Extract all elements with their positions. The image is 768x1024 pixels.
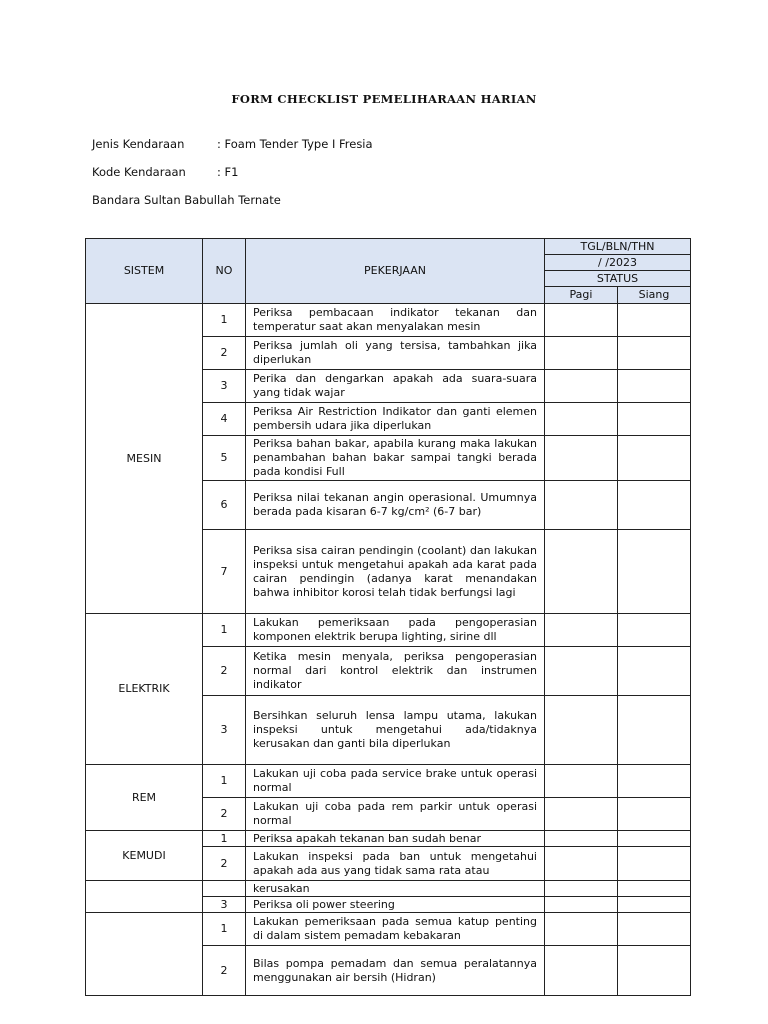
check-siang[interactable] [618, 647, 691, 696]
check-pagi[interactable] [545, 897, 618, 913]
row-number: 1 [203, 831, 246, 847]
system-mesin: MESIN [86, 304, 203, 614]
check-siang[interactable] [618, 370, 691, 403]
check-pagi[interactable] [545, 798, 618, 831]
row-number: 1 [203, 304, 246, 337]
table-row [86, 614, 691, 647]
row-number: 7 [203, 530, 246, 614]
row-task: kerusakan [246, 881, 545, 897]
row-task: Periksa pembacaan indikator tekanan dan temperatur saat akan menyalakan mesin [246, 304, 545, 337]
system-rem: REM [86, 765, 203, 831]
row-task: Lakukan inspeksi pada ban untuk mengetahui apakah ada aus yang tidak sama rata atau [246, 847, 545, 881]
check-siang[interactable] [618, 304, 691, 337]
header-date-label: TGL/BLN/THN [545, 239, 691, 255]
check-pagi[interactable] [545, 481, 618, 530]
check-pagi[interactable] [545, 946, 618, 996]
row-task: Bersihkan seluruh lensa lampu utama, lakukan inspeksi untuk mengetahui ada/tidaknya kerusakan dan ganti bila diperlukan [246, 696, 545, 765]
check-siang[interactable] [618, 403, 691, 436]
check-pagi[interactable] [545, 847, 618, 881]
table-row [86, 831, 691, 847]
row-task: Lakukan pemeriksaan pada semua katup penting di dalam sistem pemadam kebakaran [246, 913, 545, 946]
check-siang[interactable] [618, 614, 691, 647]
header-date-value: / /2023 [545, 255, 691, 271]
row-number: 2 [203, 946, 246, 996]
check-siang[interactable] [618, 337, 691, 370]
row-task: Periksa apakah tekanan ban sudah benar [246, 831, 545, 847]
check-pagi[interactable] [545, 647, 618, 696]
row-number: 6 [203, 481, 246, 530]
check-siang[interactable] [618, 847, 691, 881]
row-task: Lakukan uji coba pada rem parkir untuk operasi normal [246, 798, 545, 831]
check-pagi[interactable] [545, 831, 618, 847]
row-number: 3 [203, 696, 246, 765]
vehicle-code-label: Kode Kendaraan [92, 165, 186, 179]
row-number: 2 [203, 337, 246, 370]
airport-name: Bandara Sultan Babullah Ternate [92, 193, 281, 207]
header-status: STATUS [545, 271, 691, 287]
check-siang[interactable] [618, 881, 691, 897]
system-blank [86, 913, 203, 996]
system-kemudi: KEMUDI [86, 831, 203, 881]
row-task: Lakukan uji coba pada service brake untuk operasi normal [246, 765, 545, 798]
check-siang[interactable] [618, 798, 691, 831]
check-pagi[interactable] [545, 436, 618, 481]
check-siang[interactable] [618, 481, 691, 530]
check-siang[interactable] [618, 530, 691, 614]
form-title: FORM CHECKLIST PEMELIHARAAN HARIAN [231, 92, 537, 106]
row-task: Periksa nilai tekanan angin operasional. Umumnya berada pada kisaran 6-7 kg/cm² (6-7 bar) [246, 481, 545, 530]
row-number: 2 [203, 798, 246, 831]
vehicle-type-label: Jenis Kendaraan [92, 137, 185, 151]
header-pagi: Pagi [545, 287, 618, 304]
table-row [86, 881, 691, 897]
row-task: Periksa bahan bakar, apabila kurang maka lakukan penambahan bahan bakar sampai tangki berada pada kondisi Full [246, 436, 545, 481]
row-number: 2 [203, 847, 246, 881]
row-number: 5 [203, 436, 246, 481]
row-number: 2 [203, 647, 246, 696]
check-pagi[interactable] [545, 337, 618, 370]
row-number: 1 [203, 765, 246, 798]
check-siang[interactable] [618, 436, 691, 481]
check-pagi[interactable] [545, 304, 618, 337]
vehicle-type-value: : Foam Tender Type I Fresia [217, 137, 373, 151]
check-siang[interactable] [618, 831, 691, 847]
system-blank [86, 881, 203, 913]
vehicle-code-value: : F1 [217, 165, 239, 179]
header-pekerjaan: PEKERJAAN [246, 239, 545, 304]
row-task: Lakukan pemeriksaan pada pengoperasian komponen elektrik berupa lighting, sirine dll [246, 614, 545, 647]
row-task: Periksa oli power steering [246, 897, 545, 913]
row-task: Bilas pompa pemadam dan semua peralatannya menggunakan air bersih (Hidran) [246, 946, 545, 996]
row-task: Ketika mesin menyala, periksa pengoperasian normal dari kontrol elektrik dan instrumen indikator [246, 647, 545, 696]
row-number: 1 [203, 614, 246, 647]
system-elektrik: ELEKTRIK [86, 614, 203, 765]
row-number: 3 [203, 897, 246, 913]
checklist-table [85, 238, 691, 996]
check-siang[interactable] [618, 765, 691, 798]
header-sistem: SISTEM [86, 239, 203, 304]
check-pagi[interactable] [545, 765, 618, 798]
row-task: Periksa sisa cairan pendingin (coolant) dan lakukan inspeksi untuk mengetahui apakah ada karat pada cairan pendingin (adanya karat menandakan bahwa inhibitor korosi telah tidak berfungsi lagi [246, 530, 545, 614]
row-number: 3 [203, 370, 246, 403]
row-task: Periksa jumlah oli yang tersisa, tambahkan jika diperlukan [246, 337, 545, 370]
check-siang[interactable] [618, 913, 691, 946]
check-siang[interactable] [618, 897, 691, 913]
check-pagi[interactable] [545, 696, 618, 765]
row-task: Periksa Air Restriction Indikator dan ganti elemen pembersih udara jika diperlukan [246, 403, 545, 436]
vehicle-type-line [92, 137, 373, 151]
check-siang[interactable] [618, 946, 691, 996]
check-siang[interactable] [618, 696, 691, 765]
table-row [86, 913, 691, 946]
check-pagi[interactable] [545, 530, 618, 614]
table-row [86, 304, 691, 337]
header-no: NO [203, 239, 246, 304]
check-pagi[interactable] [545, 614, 618, 647]
row-number: 1 [203, 913, 246, 946]
check-pagi[interactable] [545, 913, 618, 946]
row-task: Perika dan dengarkan apakah ada suara-suara yang tidak wajar [246, 370, 545, 403]
row-number: 4 [203, 403, 246, 436]
vehicle-code-line [92, 165, 238, 179]
check-pagi[interactable] [545, 403, 618, 436]
header-siang: Siang [618, 287, 691, 304]
row-number [203, 881, 246, 897]
check-pagi[interactable] [545, 881, 618, 897]
check-pagi[interactable] [545, 370, 618, 403]
table-row [86, 765, 691, 798]
